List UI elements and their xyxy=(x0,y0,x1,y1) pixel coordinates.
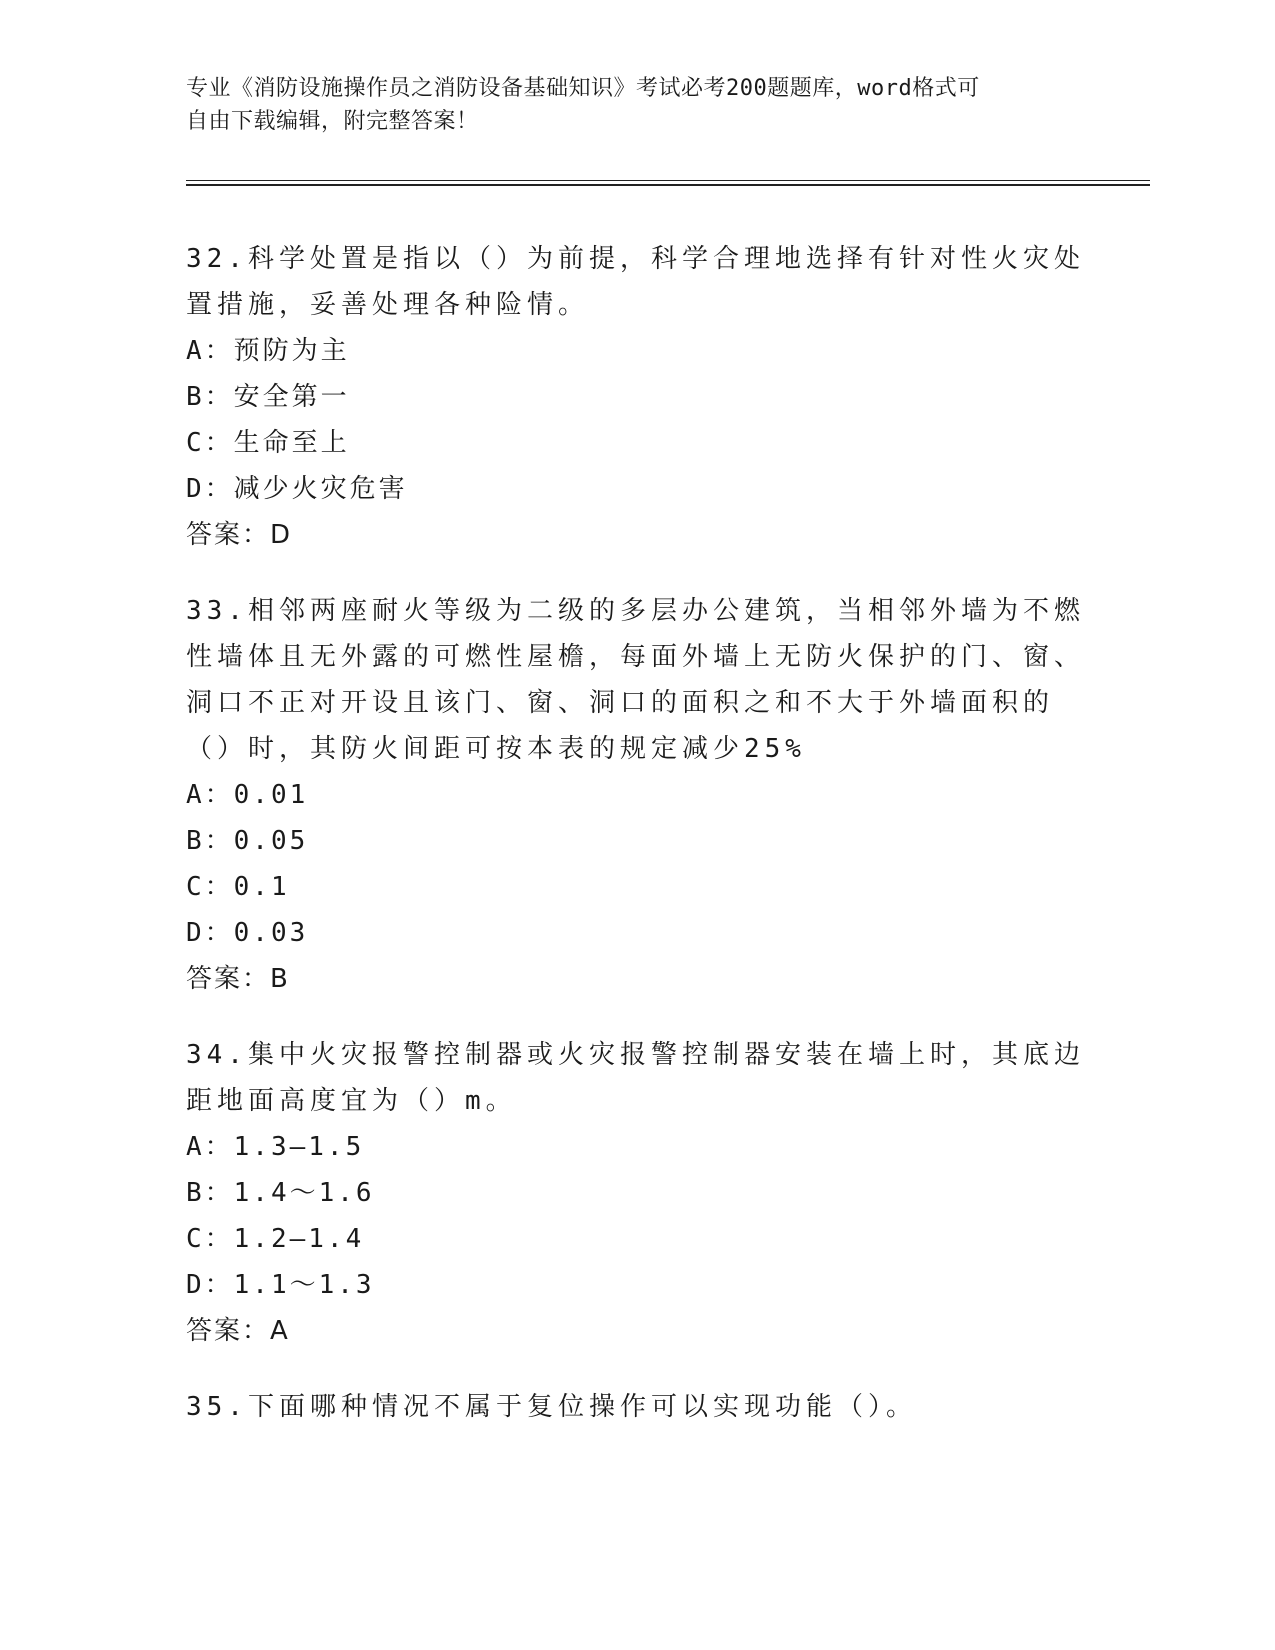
answer-line: 答案：D xyxy=(186,520,293,550)
header-divider-top xyxy=(186,180,1150,181)
question-text xyxy=(186,1384,1086,1430)
answer-line: 答案：B xyxy=(186,964,290,994)
header-line-2: 自由下载编辑，附完整答案！ xyxy=(186,109,479,134)
option-a: A：预防为主 xyxy=(186,336,350,366)
document-header xyxy=(186,72,1066,138)
question-35 xyxy=(186,1384,1086,1430)
question-number: 34. xyxy=(186,1040,248,1070)
question-number: 35. xyxy=(186,1392,248,1422)
header-line-1: 专业《消防设施操作员之消防设备基础知识》考试必考200题题库，word格式可 xyxy=(186,76,980,101)
question-32 xyxy=(186,236,1086,558)
question-body: 下面哪种情况不属于复位操作可以实现功能（）。 xyxy=(247,1392,917,1422)
option-b: B：1.4～1.6 xyxy=(186,1178,375,1208)
header-divider-bottom xyxy=(186,184,1150,186)
question-33 xyxy=(186,588,1086,1002)
option-a: A：0.01 xyxy=(186,780,309,810)
option-a: A：1.3—1.5 xyxy=(186,1132,365,1162)
question-number: 32. xyxy=(186,244,248,274)
question-body: 集中火灾报警控制器或火灾报警控制器安装在墙上时，其底边距地面高度宜为（）m。 xyxy=(186,1040,1085,1116)
question-text xyxy=(186,588,1086,772)
option-c: C：生命至上 xyxy=(186,428,350,458)
question-text xyxy=(186,1032,1086,1124)
option-d: D：1.1～1.3 xyxy=(186,1270,375,1300)
question-text xyxy=(186,236,1086,328)
option-b: B：0.05 xyxy=(186,826,309,856)
option-c: C：1.2—1.4 xyxy=(186,1224,365,1254)
option-c: C：0.1 xyxy=(186,872,290,902)
question-number: 33. xyxy=(186,596,248,626)
answer-line: 答案：A xyxy=(186,1316,290,1346)
question-body: 科学处置是指以（）为前提，科学合理地选择有针对性火灾处置措施，妥善处理各种险情。 xyxy=(186,244,1085,320)
option-d: D：减少火灾危害 xyxy=(186,474,408,504)
question-body: 相邻两座耐火等级为二级的多层办公建筑，当相邻外墙为不燃性墙体且无外露的可燃性屋檐，每面外墙上无防火保护的门、窗、洞口不正对开设且该门、窗、洞口的面积之和不大于外墙面积的（）时，其防火间距可按本表的规定减少25% xyxy=(186,596,1086,764)
question-list xyxy=(186,236,1086,1460)
option-b: B：安全第一 xyxy=(186,382,350,412)
option-d: D：0.03 xyxy=(186,918,309,948)
question-34 xyxy=(186,1032,1086,1354)
